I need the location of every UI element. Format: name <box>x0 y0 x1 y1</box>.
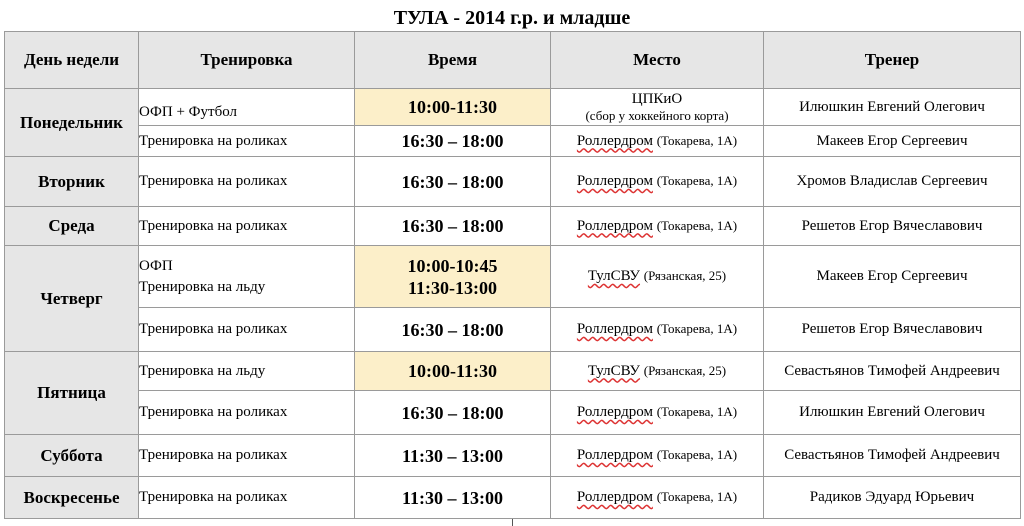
venue-name: Роллердром <box>576 404 653 420</box>
time-cell: 10:00-11:30 <box>355 89 551 126</box>
header-coach: Тренер <box>764 32 1021 89</box>
time-cell: 11:30 – 13:00 <box>355 477 551 519</box>
venue-address: (Токарева, 1А) <box>656 447 738 462</box>
time-line: 10:00-10:45 <box>407 255 498 276</box>
venue-name: Роллердром <box>576 447 653 463</box>
schedule-table <box>4 31 1021 519</box>
day-cell-friday: Пятница <box>5 352 139 435</box>
activity-cell: Тренировка на льду <box>139 352 355 391</box>
coach-cell: Илюшкин Евгений Олегович <box>764 89 1021 126</box>
place-cell <box>551 207 764 246</box>
venue-name: Роллердром <box>576 132 653 149</box>
table-row <box>5 157 1021 207</box>
venue-name: ТулСВУ <box>587 268 641 284</box>
table-row <box>5 246 1021 308</box>
table-row <box>5 89 1021 126</box>
time-cell: 16:30 – 18:00 <box>355 126 551 157</box>
day-cell-sunday: Воскресенье <box>5 477 139 519</box>
place-cell <box>551 435 764 477</box>
time-line: 11:30-13:00 <box>408 277 497 298</box>
venue-address: (Рязанская, 25) <box>643 362 727 378</box>
header-day: День недели <box>5 32 139 89</box>
activity-cell: Тренировка на роликах <box>139 391 355 435</box>
place-cell <box>551 157 764 207</box>
day-cell-wednesday: Среда <box>5 207 139 246</box>
place-cell <box>551 477 764 519</box>
day-cell-saturday: Суббота <box>5 435 139 477</box>
place-cell <box>551 352 764 391</box>
header-training: Тренировка <box>139 32 355 89</box>
venue-address: (Токарева, 1А) <box>656 404 738 419</box>
coach-cell: Севастьянов Тимофей Андреевич <box>764 435 1021 477</box>
venue-address: (сбор у хоккейного корта) <box>585 108 729 123</box>
activity-cell: Тренировка на роликах <box>139 477 355 519</box>
activity-cell: Тренировка на роликах <box>139 308 355 352</box>
table-row <box>5 207 1021 246</box>
table-row <box>5 126 1021 157</box>
table-row <box>5 477 1021 519</box>
activity-cell: Тренировка на роликах <box>139 207 355 246</box>
venue-address: (Рязанская, 25) <box>643 268 727 283</box>
coach-cell: Макеев Егор Сергеевич <box>764 246 1021 308</box>
table-row <box>5 308 1021 352</box>
venue-name: Роллердром <box>576 217 653 234</box>
day-cell-tuesday: Вторник <box>5 157 139 207</box>
time-cell: 16:30 – 18:00 <box>355 207 551 246</box>
page-edge-mark <box>512 519 513 526</box>
venue-name: ТулСВУ <box>587 362 641 379</box>
place-cell <box>551 89 764 126</box>
coach-cell: Севастьянов Тимофей Андреевич <box>764 352 1021 391</box>
venue-address: (Токарева, 1А) <box>656 321 738 336</box>
table-row <box>5 352 1021 391</box>
venue-name: Роллердром <box>576 173 653 189</box>
time-cell: 10:00-11:30 <box>355 352 551 391</box>
coach-cell: Решетов Егор Вячеславович <box>764 308 1021 352</box>
activity-cell: Тренировка на роликах <box>139 157 355 207</box>
time-cell: 16:30 – 18:00 <box>355 391 551 435</box>
time-cell: 16:30 – 18:00 <box>355 157 551 207</box>
coach-cell: Решетов Егор Вячеславович <box>764 207 1021 246</box>
time-cell: 11:30 – 13:00 <box>355 435 551 477</box>
time-cell <box>355 246 551 308</box>
coach-cell: Илюшкин Евгений Олегович <box>764 391 1021 435</box>
day-cell-thursday: Четверг <box>5 246 139 352</box>
header-row <box>5 32 1021 89</box>
place-cell <box>551 126 764 157</box>
coach-cell: Радиков Эдуард Юрьевич <box>764 477 1021 519</box>
venue-address: (Токарева, 1А) <box>656 173 738 188</box>
place-cell <box>551 308 764 352</box>
coach-cell: Макеев Егор Сергеевич <box>764 126 1021 157</box>
activity-cell: Тренировка на роликах <box>139 126 355 157</box>
venue-address: (Токарева, 1А) <box>656 489 738 504</box>
place-cell <box>551 391 764 435</box>
activity-cell <box>139 246 355 308</box>
table-row <box>5 391 1021 435</box>
venue-address: (Токарева, 1А) <box>656 132 738 148</box>
header-place: Место <box>551 32 764 89</box>
table-row <box>5 435 1021 477</box>
venue-name: Роллердром <box>576 489 653 505</box>
header-time: Время <box>355 32 551 89</box>
coach-cell: Хромов Владислав Сергеевич <box>764 157 1021 207</box>
place-cell <box>551 246 764 308</box>
page-title: ТУЛА - 2014 г.р. и младше <box>393 7 631 29</box>
activity-cell: ОФП + Футбол <box>139 89 355 126</box>
day-cell-monday: Понедельник <box>5 89 139 157</box>
venue-name: Роллердром <box>576 321 653 337</box>
activity-cell: Тренировка на роликах <box>139 435 355 477</box>
venue-name: ЦПКиО <box>631 91 683 107</box>
activity-line: Тренировка на льду <box>139 278 266 295</box>
time-cell: 16:30 – 18:00 <box>355 308 551 352</box>
activity-line: ОФП <box>139 257 173 274</box>
venue-address: (Токарева, 1А) <box>656 217 738 233</box>
